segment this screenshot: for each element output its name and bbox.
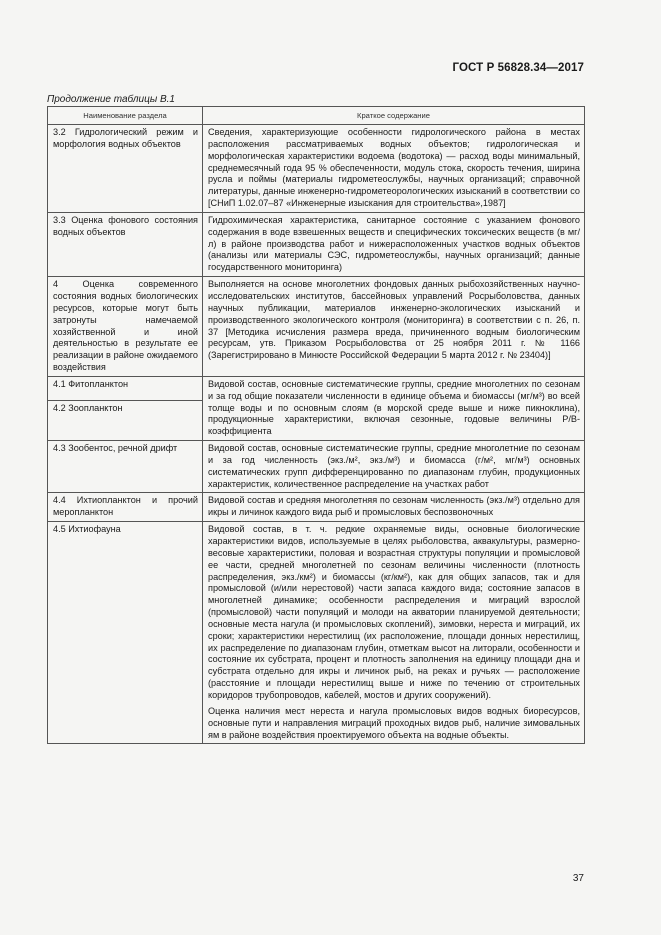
- table-caption: Продолжение таблицы В.1: [47, 94, 175, 105]
- section-name-cell: 4.5 Ихтиофауна: [48, 522, 203, 744]
- section-name-cell: 3.2 Гидрологический режим и морфология водных объектов: [48, 125, 203, 213]
- summary-cell: [203, 212, 585, 276]
- content-table: [47, 106, 585, 744]
- summary-paragraph: Видовой состав, основные систематические группы, средние многолетние по сезонам и за год численность (экз./м², экз./м³) и биомасса (г/м², мг/м³) основных систематических групп дифференцированно по диапазонам глубин, продукционных характеристик, количественное распределение на участках работ: [208, 443, 580, 489]
- summary-paragraph: Видовой состав, в т. ч. редкие охраняемые виды, основные биологические характеристики видов, используемые в целях рыболовства, аквакультуры, размерно-весовые характеристики, половая и возрастная структуры популяции и промысловой ее части, средней многолетней по сезонам величины численности (плотность распределения, экз./км²) и биомассы (кг/км²), как для общих запасов, так и для промысловой (и/или нерестовой) части запаса каждого вида; состояние запасов в многолетней динамике; особенности распределения и миграций взрослой (промысловой) части популяций и молоди на акватории планируемой деятельности; основные места нагула (и промысловых скоплений), зимовки, нереста и миграций, их сроки; характеристики нерестилищ (их расположение, площади донных нерестилищ, их распределение по диапазонам глубин, отметкам высот на литорали, особенности и состояние их субстрата, процент и плотность заполнения на единицу площади дна и субстрата отдельно для икры и личинок рыб, на реках и ручьях — расположение (расстояние и площади нерестилищ выше и ниже по течению от строительных коридоров трубопроводов, кабелей, мостов и других сооружений).: [208, 524, 580, 700]
- summary-paragraph: Видовой состав и средняя многолетняя по сезонам численность (экз./м³) отдельно для икры и личинок каждого вида рыб и промысловых беспозвоночных: [208, 495, 580, 518]
- section-name-cell: 4 Оценка современного состояния водных биологических ресурсов, которые могут быть затронуты намечаемой хозяйственной и иной деятельностью в результате ее реализации в районе ожидаемого воздействия: [48, 277, 203, 377]
- section-name-cell: 4.1 Фитопланктон: [48, 376, 203, 400]
- summary-cell: [203, 493, 585, 522]
- column-header-summary: Краткое содержание: [203, 107, 585, 125]
- section-name-cell: 4.4 Ихтиопланктон и прочий меропланктон: [48, 493, 203, 522]
- table-row: [48, 522, 585, 744]
- table-header-row: [48, 107, 585, 125]
- summary-paragraph: Гидрохимическая характеристика, санитарное состояние с указанием фонового содержания в воде взвешенных веществ и специфических токсических веществ (в мг/л) в районе производства работ и нижерасположенных участков водных объектов (анализы или материалы СЭС, гидрометеослужбы, научных организаций; данные государственного мониторинга): [208, 214, 580, 273]
- summary-cell: [203, 441, 585, 493]
- table-row: [48, 277, 585, 377]
- summary-cell: [203, 522, 585, 744]
- table-row: [48, 212, 585, 276]
- section-name-cell: 3.3 Оценка фонового состояния водных объектов: [48, 212, 203, 276]
- table-row: [48, 441, 585, 493]
- table-row: [48, 493, 585, 522]
- table-row: [48, 376, 585, 400]
- page-number: 37: [572, 873, 584, 884]
- section-name-cell: 4.3 Зообентос, речной дрифт: [48, 441, 203, 493]
- column-header-section-name: Наименование раздела: [48, 107, 203, 125]
- summary-paragraph: Видовой состав, основные систематические группы, средние многолетних по сезонам и за год общие показатели численности в единице объема и биомассы (мг/м³) во всей толще воды и по основным слоям (в морской среде выше и ниже пикноклина), продукционные характеристики, включая сезонные, годовые величины Р/В-коэффициента: [208, 378, 580, 437]
- summary-paragraph: Оценка наличия мест нереста и нагула промысловых видов водных биоресурсов, основные пути и направления миграций проходных видов рыб, наличие зимовальных ям в районе воздействия проектируемого объекта на водные объекты.: [208, 705, 580, 740]
- summary-paragraph: Сведения, характеризующие особенности гидрологического района в местах расположения рассматриваемых водных объектов; гидрологическая и морфологическая характеристики водоема (водотока) — расход воды минимальный, среднемесячный года 95 % обеспеченности, модуль стока, скорость течения, ширина русла и поймы (материалы гидрометеослужбы, научных организаций; справочной литературы, данные инженерно-гидрометеорологических изысканий в соответствии со [СНиП 1.02.07–87 «Инженерные изыскания для строительства»,1987]: [208, 127, 580, 209]
- section-name-cell: 4.2 Зоопланктон: [48, 400, 203, 440]
- summary-cell: [203, 125, 585, 213]
- document-code: ГОСТ Р 56828.34—2017: [452, 62, 584, 74]
- summary-cell: [203, 376, 585, 440]
- table-row: [48, 125, 585, 213]
- summary-cell: [203, 277, 585, 377]
- summary-paragraph: Выполняется на основе многолетних фондовых данных рыбохозяйственных научно-исследовательских институтов, бассейновых управлений Росрыболовства, данных научных публикации, материалов инженерно-экологических изысканий и производственного экологического контроля (мониторинга) в соответствии с п. 26, п. 37 [Методика исчисления размера вреда, причиненного водным биологическим ресурсам, утв. Приказом Росрыболовства от 25 ноября 2011 г. № 1166 (Зарегистрировано в Минюсте Российской Федерации 5 марта 2012 г. № 23404)]: [208, 279, 580, 361]
